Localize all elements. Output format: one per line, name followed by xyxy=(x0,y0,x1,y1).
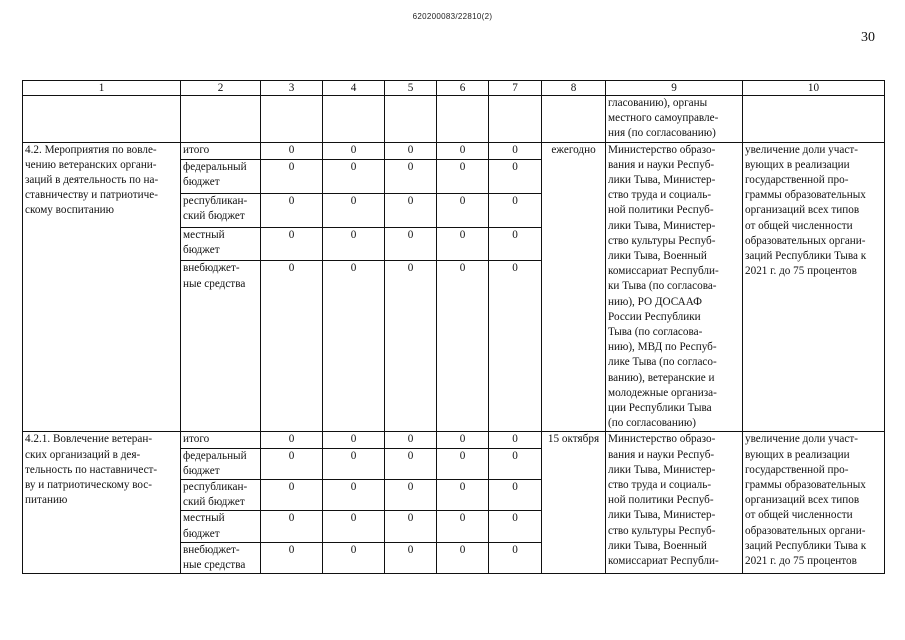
value-cell: 0 xyxy=(323,261,385,432)
col-header-7: 7 xyxy=(489,81,542,96)
measure-name: 4.2.1. Вовлечение ветеран- ских организаций в дея- тельность по наставничест- ву и патриотическому вос- питанию xyxy=(23,432,181,574)
col-header-4: 4 xyxy=(323,81,385,96)
col-header-3: 3 xyxy=(261,81,323,96)
value-cell: 0 xyxy=(385,193,437,227)
value-cell: 0 xyxy=(385,160,437,194)
cont-cell-5 xyxy=(385,96,437,143)
col-header-6: 6 xyxy=(437,81,489,96)
source-label: федеральный бюджет xyxy=(181,448,261,479)
source-label: итого xyxy=(181,142,261,159)
value-cell: 0 xyxy=(323,511,385,542)
header-row xyxy=(23,81,885,96)
value-cell: 0 xyxy=(437,448,489,479)
executor-cell: Министерство образо- вания и науки Респуб- лики Тыва, Министер- ство труда и социаль- ной политики Респуб- лики Тыва, Министер- ство культуры Респуб- лики Тыва, Военный комиссариат Республи- ки Тыва (по согласова- нию), РО ДОСААФ России Республики Тыва (по согласова- нию), МВД по Респуб- лике Тыва (по согласо- ванию), ветеранские и молодежные организа- ции Республики Тыва (по согласованию) xyxy=(606,142,743,432)
col-header-9: 9 xyxy=(606,81,743,96)
value-cell: 0 xyxy=(261,261,323,432)
cont-cell-10 xyxy=(743,96,885,143)
value-cell: 0 xyxy=(323,432,385,448)
value-cell: 0 xyxy=(323,448,385,479)
value-cell: 0 xyxy=(261,227,323,261)
value-cell: 0 xyxy=(323,160,385,194)
value-cell: 0 xyxy=(437,542,489,573)
value-cell: 0 xyxy=(385,432,437,448)
source-label: республикан- ский бюджет xyxy=(181,480,261,511)
table-row xyxy=(23,432,885,448)
value-cell: 0 xyxy=(323,542,385,573)
value-cell: 0 xyxy=(437,160,489,194)
cont-cell-1 xyxy=(23,96,181,143)
value-cell: 0 xyxy=(489,448,542,479)
col-header-1: 1 xyxy=(23,81,181,96)
value-cell: 0 xyxy=(437,511,489,542)
col-header-5: 5 xyxy=(385,81,437,96)
source-label: итого xyxy=(181,432,261,448)
value-cell: 0 xyxy=(489,142,542,159)
value-cell: 0 xyxy=(385,448,437,479)
value-cell: 0 xyxy=(489,542,542,573)
col-header-8: 8 xyxy=(542,81,606,96)
document-code: 620200083/22810(2) xyxy=(412,12,493,21)
page-number: 30 xyxy=(861,30,875,45)
result-cell: увеличение доли участ- вующих в реализации государственной про- граммы образовательных организаций всех типов от общей численности образовательных органи- заций Республики Тыва к 2021 г. до 75 процентов xyxy=(743,142,885,432)
result-cell: увеличение доли участ- вующих в реализации государственной про- граммы образовательных организаций всех типов от общей численности образовательных органи- заций Республики Тыва к 2021 г. до 75 процентов xyxy=(743,432,885,574)
cont-cell-6 xyxy=(437,96,489,143)
continuation-row xyxy=(23,96,885,143)
value-cell: 0 xyxy=(261,448,323,479)
cont-cell-4 xyxy=(323,96,385,143)
value-cell: 0 xyxy=(489,511,542,542)
value-cell: 0 xyxy=(385,142,437,159)
value-cell: 0 xyxy=(437,227,489,261)
value-cell: 0 xyxy=(489,160,542,194)
value-cell: 0 xyxy=(489,227,542,261)
value-cell: 0 xyxy=(437,261,489,432)
value-cell: 0 xyxy=(261,160,323,194)
value-cell: 0 xyxy=(261,432,323,448)
value-cell: 0 xyxy=(489,193,542,227)
value-cell: 0 xyxy=(261,542,323,573)
continuation-executor: гласованию), органы местного самоуправле- ния (по согласованию) xyxy=(606,96,743,143)
program-table xyxy=(22,80,885,574)
value-cell: 0 xyxy=(385,542,437,573)
value-cell: 0 xyxy=(323,142,385,159)
value-cell: 0 xyxy=(385,227,437,261)
value-cell: 0 xyxy=(323,227,385,261)
value-cell: 0 xyxy=(323,193,385,227)
value-cell: 0 xyxy=(385,261,437,432)
table-row xyxy=(23,142,885,159)
value-cell: 0 xyxy=(385,511,437,542)
cont-cell-3 xyxy=(261,96,323,143)
value-cell: 0 xyxy=(437,480,489,511)
value-cell: 0 xyxy=(261,480,323,511)
value-cell: 0 xyxy=(489,480,542,511)
col-header-2: 2 xyxy=(181,81,261,96)
source-label: местный бюджет xyxy=(181,511,261,542)
value-cell: 0 xyxy=(489,432,542,448)
source-label: внебюджет- ные средства xyxy=(181,542,261,573)
executor-cell: Министерство образо- вания и науки Респуб- лики Тыва, Министер- ство труда и социаль- ной политики Респуб- лики Тыва, Министер- ство культуры Респуб- лики Тыва, Военный комиссариат Республи- xyxy=(606,432,743,574)
deadline-cell: ежегодно xyxy=(542,142,606,432)
cont-cell-8 xyxy=(542,96,606,143)
value-cell: 0 xyxy=(261,511,323,542)
source-label: федеральный бюджет xyxy=(181,160,261,194)
value-cell: 0 xyxy=(489,261,542,432)
value-cell: 0 xyxy=(385,480,437,511)
value-cell: 0 xyxy=(261,193,323,227)
source-label: республикан- ский бюджет xyxy=(181,193,261,227)
value-cell: 0 xyxy=(261,142,323,159)
deadline-cell: 15 октября xyxy=(542,432,606,574)
col-header-10: 10 xyxy=(743,81,885,96)
cont-cell-7 xyxy=(489,96,542,143)
value-cell: 0 xyxy=(437,142,489,159)
source-label: местный бюджет xyxy=(181,227,261,261)
value-cell: 0 xyxy=(437,432,489,448)
value-cell: 0 xyxy=(437,193,489,227)
measure-name: 4.2. Мероприятия по вовле- чению ветеранских органи- заций в деятельность по на- ставничеству и патриотиче- скому воспитанию xyxy=(23,142,181,432)
source-label: внебюджет- ные средства xyxy=(181,261,261,432)
value-cell: 0 xyxy=(323,480,385,511)
cont-cell-2 xyxy=(181,96,261,143)
